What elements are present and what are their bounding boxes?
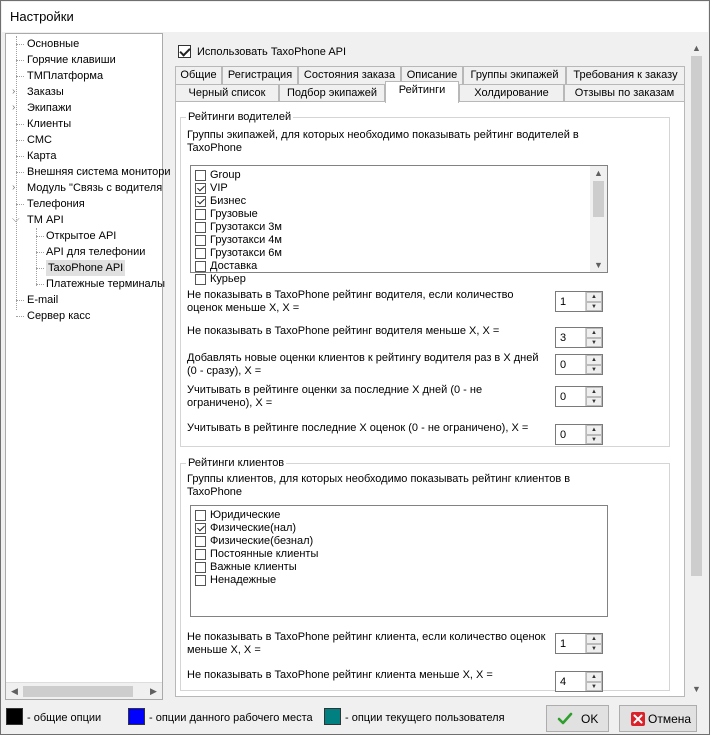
group-checkbox[interactable]	[195, 196, 206, 207]
group-label: Грузотакси 3м	[210, 221, 282, 233]
group-label: Постоянные клиенты	[210, 548, 319, 560]
tree-item[interactable]: Заказы	[27, 86, 64, 98]
group-label: Бизнес	[210, 195, 247, 207]
driver-ratings-legend: Рейтинги водителей	[188, 111, 292, 123]
tree-connector	[16, 172, 24, 173]
group-checkbox[interactable]	[195, 222, 206, 233]
setting-spinner[interactable]	[555, 291, 603, 312]
group-checkbox[interactable]	[195, 209, 206, 220]
tree-connector	[16, 140, 24, 141]
content-vertical-scrollbar[interactable]	[688, 41, 705, 697]
group-checkbox[interactable]	[195, 536, 206, 547]
tree-item[interactable]: Основные	[27, 38, 80, 50]
cancel-label: Отмена	[648, 712, 692, 726]
tree-connector	[36, 268, 44, 269]
spinner-value: 1	[560, 296, 567, 308]
scroll-thumb[interactable]	[691, 56, 702, 576]
settings-tree[interactable]	[5, 33, 171, 700]
spin-up-icon[interactable]: ▲	[586, 672, 602, 682]
expanded-arrow-icon[interactable]: ⌵	[12, 214, 20, 225]
tree-connector	[16, 60, 24, 61]
client-ratings-legend: Рейтинги клиентов	[188, 457, 285, 469]
spinner-buttons[interactable]	[585, 425, 602, 444]
tree-item[interactable]: E-mail	[27, 294, 59, 306]
tree-item[interactable]: Телефония	[27, 198, 85, 210]
tree-connector	[16, 316, 24, 317]
group-label: Физические(нал)	[210, 522, 297, 534]
group-label: Ненадежные	[210, 574, 277, 586]
group-label: Грузовые	[210, 208, 258, 220]
spin-up-icon[interactable]: ▲	[586, 328, 602, 338]
tree-item[interactable]: ТМПлатформа	[27, 70, 104, 82]
spin-up-icon[interactable]: ▲	[586, 387, 602, 397]
tree-connector	[16, 36, 17, 310]
tree-item[interactable]: TaxoPhone API	[48, 262, 124, 274]
check-icon	[557, 711, 573, 727]
scroll-up-icon[interactable]: ▲	[594, 168, 603, 178]
spinner-buttons[interactable]	[585, 292, 602, 311]
tree-connector	[16, 44, 24, 45]
scroll-down-icon[interactable]: ▼	[594, 260, 603, 270]
group-label: Юридические	[210, 509, 281, 521]
tree-horizontal-scrollbar[interactable]	[6, 682, 162, 699]
group-checkbox[interactable]	[195, 523, 206, 534]
spinner-value: 4	[560, 676, 567, 688]
group-label: Физические(безнал)	[210, 535, 314, 547]
legend-label: - опции текущего пользователя	[345, 712, 505, 724]
driver-ratings-group	[180, 111, 670, 447]
tab[interactable]: Группы экипажей	[463, 66, 566, 84]
group-checkbox[interactable]	[195, 549, 206, 560]
tree-connector	[16, 300, 24, 301]
setting-label: Не показывать в TaxoPhone рейтинг клиента, если количество оценок меньше X, X =	[187, 631, 546, 656]
group-checkbox[interactable]	[195, 235, 206, 246]
tree-connector	[16, 204, 24, 205]
spin-up-icon[interactable]: ▲	[586, 425, 602, 435]
setting-label: Не показывать в TaxoPhone рейтинг водителя, если количество оценок меньше X, X =	[187, 289, 514, 314]
scroll-thumb[interactable]	[23, 686, 133, 697]
tab[interactable]: Отзывы по заказам	[564, 84, 685, 102]
setting-label: Добавлять новые оценки клиентов к рейтингу водителя раз в X дней (0 - сразу), X =	[187, 352, 539, 377]
tree-item[interactable]: Открытое API	[46, 230, 117, 242]
driver-list-scrollbar[interactable]	[590, 166, 607, 272]
scroll-down-icon[interactable]: ▼	[692, 684, 701, 694]
group-label: Курьер	[210, 273, 246, 285]
spin-up-icon[interactable]: ▲	[586, 292, 602, 302]
driver-groups-description: Группы экипажей, для которых необходимо показывать рейтинг водителей в TaxoPhone	[187, 129, 579, 154]
tree-item[interactable]: Горячие клавиши	[27, 54, 116, 66]
tab[interactable]: Регистрация	[222, 66, 298, 84]
tree-connector	[16, 156, 24, 157]
cross-icon	[630, 711, 646, 727]
spin-down-icon[interactable]: ▼	[586, 302, 602, 312]
scroll-left-icon[interactable]: ◀	[11, 686, 18, 696]
spinner-buttons[interactable]	[585, 634, 602, 653]
group-label: Грузотакси 6м	[210, 247, 282, 259]
tab[interactable]: Требования к заказу	[566, 66, 685, 84]
tree-item[interactable]: Карта	[27, 150, 57, 162]
legend-label: - общие опции	[27, 712, 102, 724]
use-taxophone-api-label: Использовать TaxoPhone API	[197, 46, 347, 58]
tree-connector	[16, 76, 24, 77]
spinner-buttons[interactable]	[585, 387, 602, 406]
spinner-value: 0	[560, 359, 567, 371]
spinner-buttons[interactable]	[585, 328, 602, 347]
setting-label: Учитывать в рейтинге последние X оценок (0 - не ограничено), X =	[187, 422, 529, 434]
spinner-value: 3	[560, 332, 567, 344]
tab[interactable]: Черный список	[175, 84, 279, 102]
driver-groups-list[interactable]	[190, 165, 608, 285]
spin-down-icon[interactable]: ▼	[586, 397, 602, 407]
scroll-thumb[interactable]	[593, 181, 604, 217]
spin-down-icon[interactable]: ▼	[586, 338, 602, 348]
tree-item[interactable]: Сервер касс	[27, 310, 91, 322]
tree-item[interactable]: API для телефонии	[46, 246, 146, 258]
spin-down-icon[interactable]: ▼	[586, 682, 602, 692]
collapsed-arrow-icon[interactable]: ›	[12, 182, 16, 193]
tab[interactable]: Подбор экипажей	[279, 84, 385, 102]
tree-item[interactable]: Платежные терминалы	[46, 278, 165, 290]
ratings-tab-panel	[175, 101, 685, 697]
group-checkbox[interactable]	[195, 274, 206, 285]
setting-spinner[interactable]	[555, 424, 603, 445]
setting-spinner[interactable]	[555, 354, 603, 375]
group-checkbox[interactable]	[195, 170, 206, 181]
setting-label: Учитывать в рейтинге оценки за последние X дней (0 - не ограничено), X =	[187, 384, 483, 409]
client-groups-list[interactable]	[190, 505, 608, 617]
client-ratings-group	[180, 457, 670, 691]
group-label: Доставка	[210, 260, 258, 272]
spin-up-icon[interactable]: ▲	[586, 634, 602, 644]
tree-item[interactable]: Внешняя система монитори	[27, 166, 171, 178]
scroll-up-icon[interactable]: ▲	[692, 43, 701, 53]
group-checkbox[interactable]	[195, 248, 206, 259]
tree-item[interactable]: Клиенты	[27, 118, 72, 130]
spinner-buttons[interactable]	[585, 355, 602, 374]
group-label: VIP	[210, 182, 228, 194]
tab[interactable]: Холдирование	[459, 84, 564, 102]
spin-down-icon[interactable]: ▼	[586, 644, 602, 654]
group-label: Важные клиенты	[210, 561, 297, 573]
spinner-value: 1	[560, 638, 567, 650]
legend-swatch	[324, 708, 341, 725]
tree-item[interactable]: СМС	[27, 134, 52, 146]
setting-spinner[interactable]	[555, 633, 603, 654]
tree-connector	[36, 252, 44, 253]
cancel-button[interactable]	[619, 705, 697, 732]
ok-label: OK	[581, 712, 599, 726]
tree-connector	[16, 124, 24, 125]
legend-label: - опции данного рабочего места	[149, 712, 313, 724]
collapsed-arrow-icon[interactable]: ›	[12, 86, 16, 97]
collapsed-arrow-icon[interactable]: ›	[12, 102, 16, 113]
group-checkbox[interactable]	[195, 261, 206, 272]
client-groups-description: Группы клиентов, для которых необходимо показывать рейтинг клиентов в TaxoPhone	[187, 473, 571, 498]
spin-down-icon[interactable]: ▼	[586, 365, 602, 375]
tree-connector	[36, 236, 44, 237]
spinner-value: 0	[560, 391, 567, 403]
group-checkbox[interactable]	[195, 562, 206, 573]
tab[interactable]: Общие	[175, 66, 222, 84]
spin-down-icon[interactable]: ▼	[586, 435, 602, 445]
tree-item[interactable]: Модуль "Связь с водителя	[27, 182, 163, 194]
group-label: Group	[210, 169, 241, 181]
spinner-value: 0	[560, 429, 567, 441]
tab[interactable]: Состояния заказа	[298, 66, 401, 84]
spin-up-icon[interactable]: ▲	[586, 355, 602, 365]
group-label: Грузотакси 4м	[210, 234, 282, 246]
tree-item[interactable]: Экипажи	[27, 102, 72, 114]
tree-connector	[36, 284, 44, 285]
spinner-buttons[interactable]	[585, 672, 602, 691]
group-checkbox[interactable]	[195, 510, 206, 521]
group-checkbox[interactable]	[195, 183, 206, 194]
setting-spinner[interactable]	[555, 671, 603, 692]
setting-label: Не показывать в TaxoPhone рейтинг водителя меньше X, X =	[187, 325, 500, 337]
tree-item[interactable]: ТМ API	[27, 214, 64, 226]
group-checkbox[interactable]	[195, 575, 206, 586]
setting-spinner[interactable]	[555, 327, 603, 348]
tree-connector	[36, 228, 37, 286]
scroll-right-icon[interactable]: ▶	[150, 686, 157, 696]
legend-swatch	[128, 708, 145, 725]
setting-label: Не показывать в TaxoPhone рейтинг клиента меньше X, X =	[187, 669, 493, 681]
ok-button[interactable]	[546, 705, 609, 732]
tab[interactable]: Описание	[401, 66, 463, 84]
tab-active[interactable]: Рейтинги	[385, 81, 459, 103]
legend-swatch	[6, 708, 23, 725]
use-taxophone-api-checkbox[interactable]	[178, 45, 191, 58]
window-title: Настройки	[2, 2, 708, 32]
setting-spinner[interactable]	[555, 386, 603, 407]
